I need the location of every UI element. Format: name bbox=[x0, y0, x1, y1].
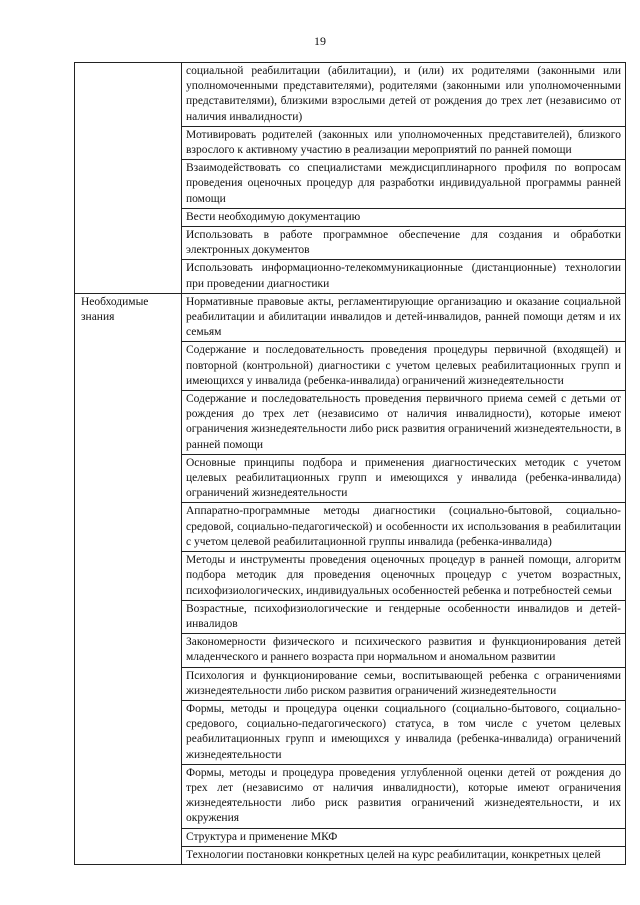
row-label bbox=[75, 227, 182, 260]
row-text: Мотивировать родителей (законных или уполномоченных представителей), близкого взрослого к активному участию в реализации мероприятий по ранней помощи bbox=[182, 126, 626, 159]
table-row bbox=[75, 227, 626, 260]
professional-standard-table bbox=[74, 62, 626, 865]
table-row bbox=[75, 454, 626, 503]
row-text: Закономерности физического и психического развития и функционирования детей младенческого и раннего возраста при нормальном и аномальном развитии bbox=[182, 634, 626, 667]
row-text: Нормативные правовые акты, регламентирующие организацию и оказание социальной реабилитации и абилитации инвалидов и детей-инвалидов, ранней помощи детям и их семьям bbox=[182, 293, 626, 342]
table-row bbox=[75, 846, 626, 864]
table-row bbox=[75, 126, 626, 159]
row-text: Вести необходимую документацию bbox=[182, 208, 626, 226]
table-row bbox=[75, 634, 626, 667]
row-label bbox=[75, 667, 182, 700]
table-row bbox=[75, 342, 626, 391]
row-text: социальной реабилитации (абилитации), и (или) их родителями (законными или уполномоченными представителями), родителями (законными или уполномоченными представителями), близкими взрослыми детей от рождения до трех лет (независимо от наличия инвалидности) bbox=[182, 63, 626, 127]
row-text: Содержание и последовательность проведения процедуры первичной (входящей) и повторной (контрольной) диагностики с учетом целевых реабилитационных групп и имеющихся у инвалида (ребенка-инвалида) ограничений жизнедеятельности bbox=[182, 342, 626, 391]
row-text: Психология и функционирование семьи, воспитывающей ребенка с ограничениями жизнедеятельности либо риском развития ограничений жизнедеятельности bbox=[182, 667, 626, 700]
row-label bbox=[75, 846, 182, 864]
row-label bbox=[75, 600, 182, 633]
row-text: Методы и инструменты проведения оценочных процедур в ранней помощи, алгоритм подбора методик для проведения оценочных процедур с учетом возрастных, психофизиологических, индивидуальных особенностей ребенка и потребностей семьи bbox=[182, 552, 626, 601]
table-row bbox=[75, 828, 626, 846]
row-label bbox=[75, 454, 182, 503]
row-text: Аппаратно-программные методы диагностики (социально-бытовой, социально-средовой, социально-педагогической) и особенности их использования в реабилитации с учетом целевой реабилитационной группы инвалида (ребенка-инвалида) bbox=[182, 503, 626, 552]
row-label bbox=[75, 700, 182, 764]
row-label bbox=[75, 503, 182, 552]
row-text: Использовать в работе программное обеспечение для создания и обработки электронных документов bbox=[182, 227, 626, 260]
table-row bbox=[75, 667, 626, 700]
row-text: Использовать информационно-телекоммуникационные (дистанционные) технологии при проведении диагностики bbox=[182, 260, 626, 293]
knowledge-section-label: Необходимые знания bbox=[75, 293, 182, 342]
table-row bbox=[75, 208, 626, 226]
row-label bbox=[75, 552, 182, 601]
row-label bbox=[75, 160, 182, 209]
row-label bbox=[75, 634, 182, 667]
row-text: Технологии постановки конкретных целей на курс реабилитации, конкретных целей bbox=[182, 846, 626, 864]
row-text: Формы, методы и процедура проведения углубленной оценки детей от рождения до трех лет (независимо от наличия инвалидности), которые имеют ограничения жизнедеятельности либо риск развития ограничений жизнедеятельности, и их окружения bbox=[182, 764, 626, 828]
table-row bbox=[75, 600, 626, 633]
table-row bbox=[75, 552, 626, 601]
table-row bbox=[75, 63, 626, 127]
row-label bbox=[75, 828, 182, 846]
row-label bbox=[75, 342, 182, 391]
table-row bbox=[75, 503, 626, 552]
table-row bbox=[75, 700, 626, 764]
row-text: Взаимодействовать со специалистами междисциплинарного профиля по вопросам проведения оценочных процедур для разработки индивидуальной программы ранней помощи bbox=[182, 160, 626, 209]
table-row bbox=[75, 293, 626, 342]
table-row bbox=[75, 260, 626, 293]
row-label bbox=[75, 208, 182, 226]
row-text: Содержание и последовательность проведения первичного приема семей с детьми от рождения до трех лет (независимо от наличия инвалидности), которые имеют ограничения жизнедеятельности либо риск развития ограничений жизнедеятельности, в ранней помощи bbox=[182, 391, 626, 455]
row-label bbox=[75, 260, 182, 293]
row-label bbox=[75, 391, 182, 455]
page-number: 19 bbox=[314, 34, 326, 48]
table-row bbox=[75, 160, 626, 209]
row-label bbox=[75, 764, 182, 828]
row-text: Основные принципы подбора и применения диагностических методик с учетом целевых реабилитационных групп и имеющихся у инвалида (ребенка-инвалида) ограничений жизнедеятельности bbox=[182, 454, 626, 503]
row-text: Формы, методы и процедура оценки социального (социально-бытового, социально-средового, социально-педагогического) статуса, в том числе с учетом целевых реабилитационных групп и имеющихся у инвалида (ребенка-инвалида) ограничений жизнедеятельности bbox=[182, 700, 626, 764]
row-label bbox=[75, 63, 182, 127]
row-text: Возрастные, психофизиологические и гендерные особенности инвалидов и детей-инвалидов bbox=[182, 600, 626, 633]
table-row bbox=[75, 764, 626, 828]
row-text: Структура и применение МКФ bbox=[182, 828, 626, 846]
row-label bbox=[75, 126, 182, 159]
table-row bbox=[75, 391, 626, 455]
